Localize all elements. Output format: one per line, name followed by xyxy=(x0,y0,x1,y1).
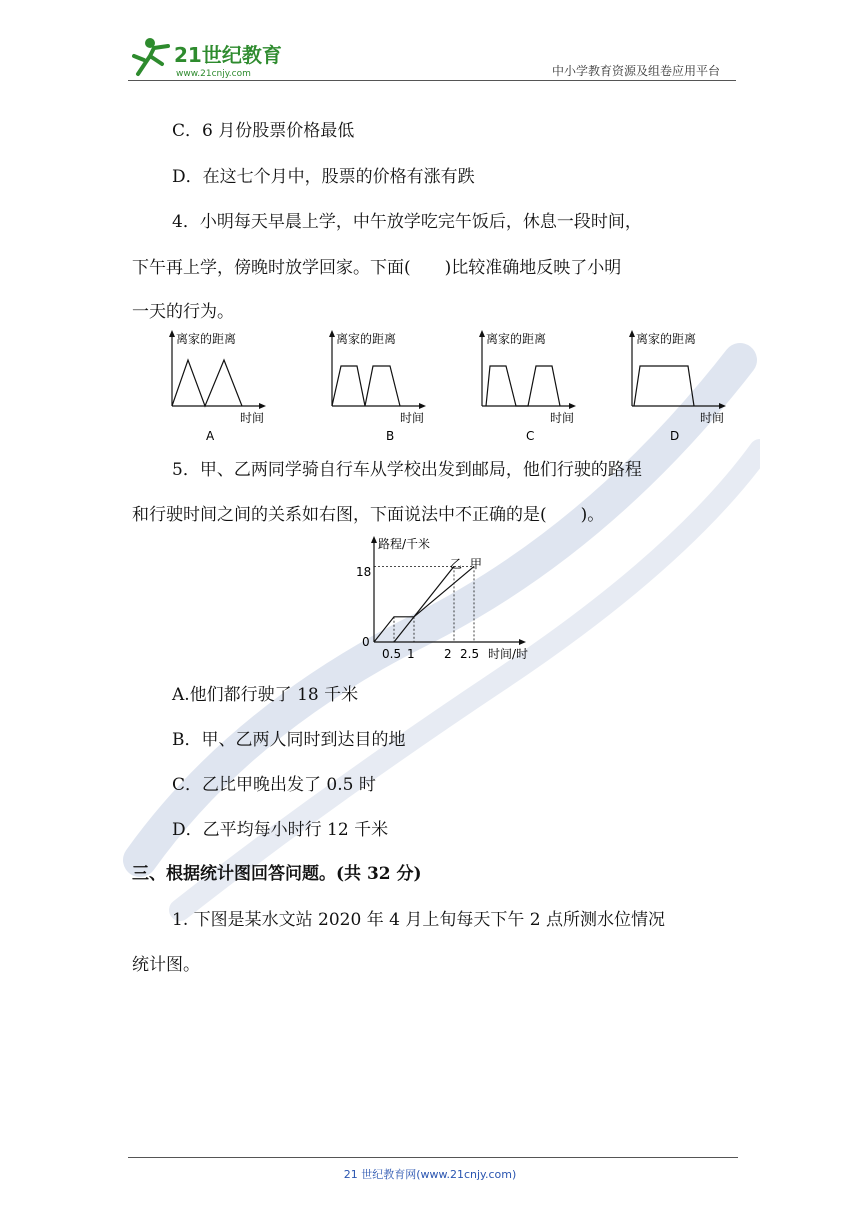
q4a-xlabel: 时间 xyxy=(240,411,265,425)
q5-series-label-jia: 甲 xyxy=(470,557,483,571)
q4-text-line2: 下午再上学，傍晚时放学回家。下面( )比较准确地反映了小明 xyxy=(132,258,622,278)
section-3-heading: 三、根据统计图回答问题。(共 32 分) xyxy=(132,864,422,884)
q4-text-line3: 一天的行为。 xyxy=(132,302,234,322)
logo-text: 21世纪教育 xyxy=(174,43,282,67)
q4-text-line1: 4．小明每天早晨上学，中午放学吃完午饭后，休息一段时间， xyxy=(172,212,642,232)
header-tagline: 中小学教育资源及组卷应用平台 xyxy=(551,64,720,78)
q4a-letter: A xyxy=(206,429,215,443)
logo-url: www.21cnjy.com xyxy=(176,69,251,79)
footer-link[interactable]: 21 世纪教育网(www.21cnjy.com) xyxy=(343,1168,517,1181)
q5-series-line-乙 xyxy=(394,566,454,642)
q4d-letter: D xyxy=(670,429,680,443)
q4c-letter: C xyxy=(526,429,535,443)
q5-x-tick-0-5: 0.5 xyxy=(382,647,402,661)
footer-divider xyxy=(128,1157,738,1158)
q5-option-b: B．甲、乙两人同时到达目的地 xyxy=(172,730,406,750)
q3-option-d: D．在这七个月中，股票的价格有涨有跌 xyxy=(172,167,475,187)
q4-graph-b xyxy=(310,326,450,448)
q4-graph-a xyxy=(150,326,290,448)
q5-x-tick-2: 2 xyxy=(444,647,452,661)
q5-origin: 0 xyxy=(362,635,370,649)
header-divider xyxy=(128,80,736,81)
q4-graph-d xyxy=(610,326,750,448)
q4d-xlabel: 时间 xyxy=(700,411,725,425)
q5-option-c: C．乙比甲晚出发了 0.5 时 xyxy=(172,775,376,795)
q4a-ylabel: 离家的距离 xyxy=(176,332,237,346)
logo xyxy=(128,34,288,80)
q5-y-tick-18: 18 xyxy=(356,565,372,579)
q5-option-d: D．乙平均每小时行 12 千米 xyxy=(172,820,389,840)
q5-distance-time-chart xyxy=(350,532,550,670)
q5-text-line1: 5．甲、乙两同学骑自行车从学校出发到邮局，他们行驶的路程 xyxy=(172,460,642,480)
q5-x-tick-1: 1 xyxy=(407,647,415,661)
q4b-xlabel: 时间 xyxy=(400,411,425,425)
s3-q1-line2: 统计图。 xyxy=(132,955,200,975)
q5-series-label-yi: 乙 xyxy=(450,557,463,571)
q3-option-c: C．6 月份股票价格最低 xyxy=(172,121,355,141)
q5-text-line2: 和行驶时间之间的关系如右图，下面说法中不正确的是( )。 xyxy=(132,505,605,525)
q4b-ylabel: 离家的距离 xyxy=(336,332,397,346)
q5-ylabel: 路程/千米 xyxy=(378,537,431,551)
q4b-letter: B xyxy=(386,429,395,443)
logo-runner-icon xyxy=(128,34,288,80)
q4c-ylabel: 离家的距离 xyxy=(486,332,547,346)
s3-q1-line1: 1. 下图是某水文站 2020 年 4 月上旬每天下午 2 点所测水位情况 xyxy=(172,910,665,930)
q4-graph-c xyxy=(460,326,600,448)
q4c-xlabel: 时间 xyxy=(550,411,575,425)
q5-x-tick-2-5: 2.5 xyxy=(460,647,480,661)
q4d-ylabel: 离家的距离 xyxy=(636,332,697,346)
q5-xlabel: 时间/时 xyxy=(488,647,529,661)
q5-option-a: A.他们都行驶了 18 千米 xyxy=(172,685,359,705)
